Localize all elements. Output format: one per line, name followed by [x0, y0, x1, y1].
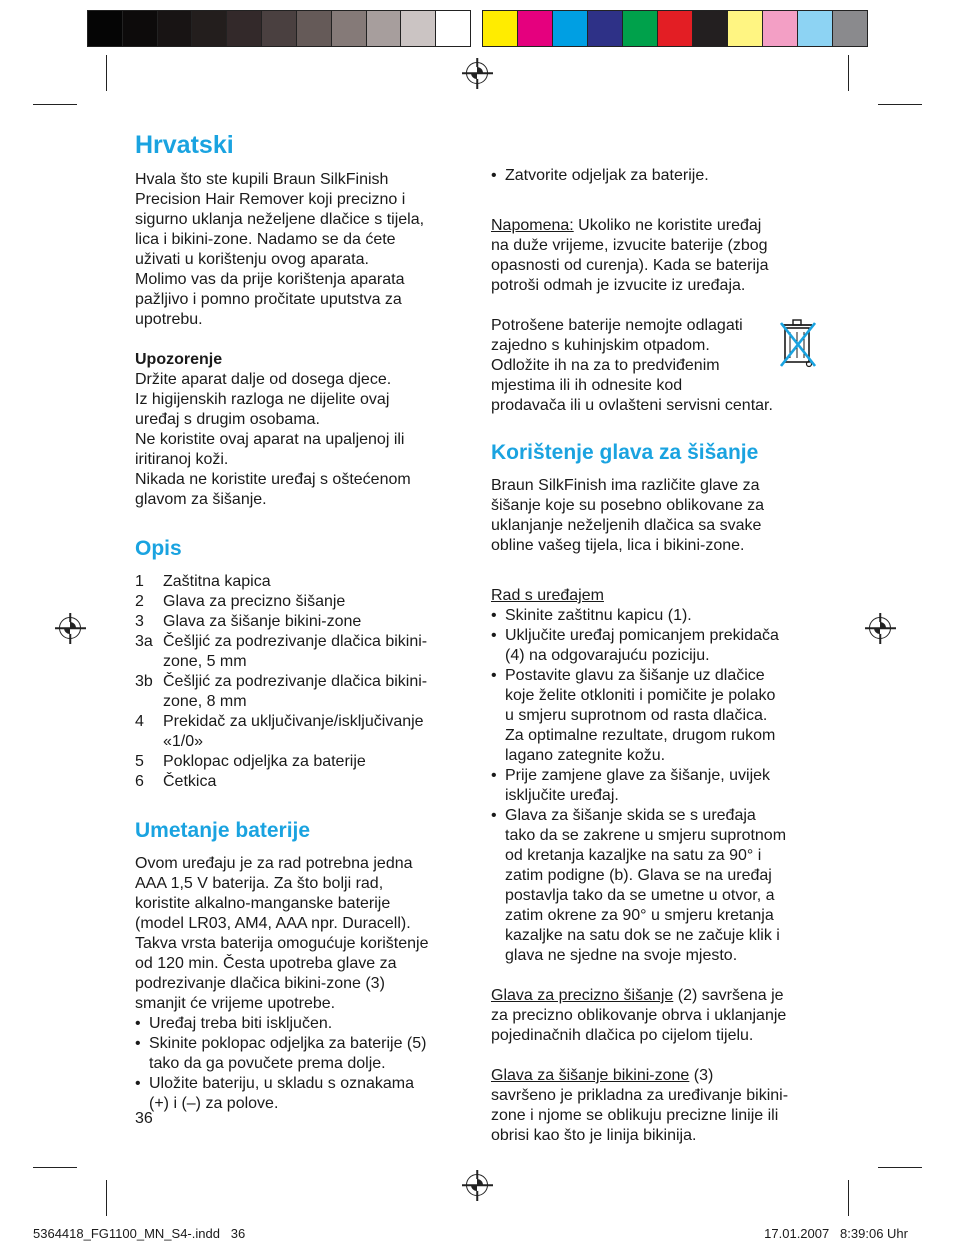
item-text [163, 672, 427, 712]
text-line: na duže vrijeme, izvucite baterije (zbog [491, 237, 768, 254]
text-line: pojedinačnih dlačica po cijelom tijelu. [491, 1027, 754, 1044]
list-item-line: • Uređaj treba biti isključen. [149, 1015, 333, 1032]
list-item-line: tako da se zakrene u smjeru suprotnom [505, 827, 787, 844]
crop-mark [106, 1180, 107, 1216]
text-line: Takva vrsta baterija omogućuje korištenje [135, 935, 429, 952]
list-item [135, 772, 465, 792]
list-item-line: kazaljke na satu dok se ne začuje klik i [505, 927, 780, 944]
text-line: pažljivo i pomno pročitate uputstva za [135, 291, 402, 308]
registration-mark-icon [59, 617, 81, 639]
text-line: podrezivanje dlačica bikini-zone (3) [135, 975, 385, 992]
list-item: • Zatvorite odjeljak za baterije. [491, 166, 826, 186]
item-text [163, 712, 424, 752]
crop-mark [878, 1167, 922, 1168]
crop-mark [33, 104, 77, 105]
list-item [491, 766, 826, 806]
section-title-heads: Korištenje glava za šišanje [491, 441, 759, 464]
close-compartment-step [491, 166, 826, 186]
color-swatch [262, 11, 297, 46]
color-swatch [588, 11, 623, 46]
crossed-out-bin-icon [780, 316, 816, 370]
item-number: 1 [135, 573, 144, 590]
list-item-line: • Prije zamjene glave za šišanje, uvijek [505, 767, 771, 784]
color-swatch [623, 11, 658, 46]
text-line: Precision Hair Remover koji precizno i [135, 191, 406, 208]
bikini-paragraph [491, 1066, 826, 1086]
warning-paragraph [135, 370, 465, 510]
list-item [135, 612, 465, 632]
text-line: koristite alkalno-manganske baterije [135, 895, 391, 912]
work-steps [491, 606, 826, 966]
color-swatch [798, 11, 833, 46]
list-item-line: (4) na odgovarajuću poziciju. [505, 647, 710, 664]
item-text-line: zone, 8 mm [163, 693, 247, 710]
list-item-line: od kretanja kazaljke na satu za 90° i [505, 847, 762, 864]
list-item-line: • Glava za šišanje skida se s uređaja [505, 807, 756, 824]
crop-mark [848, 1180, 849, 1216]
color-swatch [367, 11, 402, 46]
list-item-line: zatim okrene za 90° u smjeru kretanja [505, 907, 774, 924]
page-title: Hrvatski [135, 131, 234, 159]
text-line: Odložite ih na za to predviđenim [491, 357, 720, 374]
registration-mark-icon [869, 617, 891, 639]
section-title-battery: Umetanje baterije [135, 819, 311, 842]
text-line: Ovom uređaju je za rad potrebna jedna [135, 855, 413, 872]
list-item-line: tako da ga povučete prema dolje. [149, 1055, 386, 1072]
item-number: 2 [135, 593, 144, 610]
parts-list [135, 572, 465, 792]
text-line: Potrošene baterije nemojte odlagati [491, 317, 743, 334]
heads-intro-paragraph [491, 476, 826, 556]
item-number: 4 [135, 713, 144, 730]
crop-mark [878, 104, 922, 105]
note-label: Napomena: [491, 217, 574, 234]
text-line: Hvala što ste kupili Braun SilkFinish [135, 171, 389, 188]
note-paragraph [491, 216, 826, 236]
text-line: iritiranoj koži. [135, 451, 229, 468]
text-line: za precizno oblikovanje obrva i uklanjanje [491, 1007, 787, 1024]
item-text [163, 752, 366, 772]
text-line: Ne koristite ovaj aparat na upaljenoj ili [135, 431, 405, 448]
text-line: (model LR03, AM4, AAA npr. Duracell). [135, 915, 411, 932]
color-swatch [518, 11, 553, 46]
registration-mark-icon [466, 1174, 488, 1196]
item-text [163, 572, 271, 592]
item-text [163, 612, 361, 632]
list-item [135, 1074, 465, 1114]
list-item-line: postavlja tako da se umetne u otvor, a [505, 887, 775, 904]
item-text-line: Češljić za podrezivanje dlačica bikini- [163, 673, 428, 690]
color-swatch [401, 11, 436, 46]
list-item [135, 1014, 465, 1034]
text-line: Nikada ne koristite uređaj s oštećenom [135, 471, 411, 488]
item-text-line: zone, 5 mm [163, 653, 247, 670]
list-item [135, 592, 465, 612]
list-item-line: Za optimalne rezultate, drugom rukom [505, 727, 776, 744]
color-swatch [227, 11, 262, 46]
list-item-line: (+) i (–) za polove. [149, 1095, 279, 1112]
list-item [135, 632, 465, 672]
list-item-line: • Postavite glavu za šišanje uz dlačice [505, 667, 765, 684]
text-line: uređaj s drugim osobama. [135, 411, 320, 428]
text-line: šišanje koje su posebno oblikovane za [491, 497, 765, 514]
color-swatch [763, 11, 798, 46]
text-line: Braun SilkFinish ima različite glave za [491, 477, 760, 494]
note-rest [491, 236, 826, 296]
color-swatch [658, 11, 693, 46]
item-text-line: Glava za šišanje bikini-zone [163, 613, 362, 630]
work-label: Rad s uređajem [491, 587, 604, 604]
crop-mark [33, 1167, 77, 1168]
disposal-block [491, 316, 826, 416]
registration-mark-icon [466, 62, 488, 84]
text-line: mjestima ili ih odnesite kod [491, 377, 683, 394]
list-item-line: isključite uređaj. [505, 787, 619, 804]
intro-paragraph [135, 170, 465, 330]
bikini-rest [491, 1086, 826, 1146]
color-swatch [88, 11, 123, 46]
list-item [491, 606, 826, 626]
battery-steps [135, 1014, 465, 1114]
text-line: Držite aparat dalje od dosega djece. [135, 371, 392, 388]
precision-rest [491, 1006, 826, 1046]
list-item-line: • Uključite uređaj pomicanjem prekidača [505, 627, 779, 644]
list-item-line: glava ne sjedne na svoje mjesto. [505, 947, 738, 964]
item-text [163, 592, 345, 612]
list-item-line: zatim podigne (b). Glava se na uređaj [505, 867, 772, 884]
list-item-line: • Skinite zaštitnu kapicu (1). [505, 607, 692, 624]
text-line: potroši odmah je izvucite iz uređaja. [491, 277, 746, 294]
text-line: glavom za šišanje. [135, 491, 267, 508]
item-number: 5 [135, 753, 144, 770]
precision-paragraph [491, 986, 826, 1006]
text-line: upotrebu. [135, 311, 203, 328]
color-swatch [332, 11, 367, 46]
list-item [135, 1034, 465, 1074]
grayscale-calibration-bar [87, 10, 471, 47]
text-line: AAA 1,5 V baterija. Za što bolji rad, [135, 875, 384, 892]
note-first-line: Ukoliko ne koristite uređaj [573, 217, 762, 234]
warning-title: Upozorenje [135, 351, 223, 368]
text-line: zajedno s kuhinjskim otpadom. [491, 337, 710, 354]
item-text-line: Glava za precizno šišanje [163, 593, 346, 610]
item-number: 6 [135, 773, 144, 790]
text-line: lica i bikini-zone. Nadamo se da ćete [135, 231, 396, 248]
color-swatch [693, 11, 728, 46]
item-text-line: Prekidač za uključivanje/isključivanje [163, 713, 424, 730]
list-item [491, 666, 826, 766]
list-item [135, 712, 465, 752]
color-swatch [553, 11, 588, 46]
color-swatch [192, 11, 227, 46]
item-text-line: Poklopac odjeljka za baterije [163, 753, 366, 770]
text-line: od 120 min. Česta upotreba glave za [135, 955, 397, 972]
item-text-line: Zaštitna kapica [163, 573, 271, 590]
color-calibration-bar [482, 10, 868, 47]
bikini-label: Glava za šišanje bikini-zone [491, 1067, 690, 1084]
item-text-line: Češljić za podrezivanje dlačica bikini- [163, 633, 428, 650]
item-number: 3a [135, 633, 153, 650]
text-line: zone i njome se oblikuju precizne linije ili [491, 1107, 779, 1124]
color-swatch [297, 11, 332, 46]
right-column [491, 166, 826, 1146]
list-item-line: lagano zategnite kožu. [505, 747, 666, 764]
item-number: 3 [135, 613, 144, 630]
footer-timestamp: 17.01.2007 8:39:06 Uhr [764, 1226, 908, 1241]
color-swatch [158, 11, 193, 46]
item-text [163, 632, 427, 672]
item-text-line: «1/0» [163, 733, 204, 750]
color-swatch [123, 11, 158, 46]
crop-mark [848, 55, 849, 91]
text-line: obline vašeg tijela, lica i bikini-zone. [491, 537, 745, 554]
battery-paragraph [135, 854, 465, 1014]
precision-label: Glava za precizno šišanje [491, 987, 674, 1004]
text-line: savršeno je prikladna za uređivanje bikini- [491, 1087, 789, 1104]
footer-file-info: 5364418_FG1100_MN_S4-.indd 36 [33, 1226, 246, 1241]
left-column [135, 130, 465, 1114]
disposal-paragraph [491, 316, 826, 416]
color-swatch [833, 11, 867, 46]
crop-mark [106, 55, 107, 91]
color-swatch [728, 11, 763, 46]
item-number: 3b [135, 673, 153, 690]
text-line: Molimo vas da prije korištenja aparata [135, 271, 405, 288]
item-text [163, 772, 216, 792]
section-title-opis: Opis [135, 537, 182, 560]
list-item-line: • Uložite bateriju, u skladu s oznakama [149, 1075, 415, 1092]
color-swatch [483, 11, 518, 46]
bikini-first-line: (3) [689, 1067, 714, 1084]
text-line: smanjit će vrijeme upotrebe. [135, 995, 336, 1012]
color-swatch [436, 11, 470, 46]
text-line: opasnosti od curenja). Kada se baterija [491, 257, 769, 274]
text-line: obrisi kao što je linija bikinija. [491, 1127, 697, 1144]
text-line: sigurno uklanja neželjene dlačice s tijela, [135, 211, 425, 228]
list-item-line: koje želite otkloniti i pomičite je polako [505, 687, 776, 704]
list-item [491, 806, 826, 966]
list-item [491, 626, 826, 666]
list-item-line: • Skinite poklopac odjeljka za baterije (5) [149, 1035, 427, 1052]
text-line: prodavača ili u ovlašteni servisni centar. [491, 397, 773, 414]
list-item [135, 752, 465, 772]
list-item [135, 572, 465, 592]
page-number: 36 [135, 1110, 153, 1127]
text-line: Iz higijenskih razloga ne dijelite ovaj [135, 391, 390, 408]
list-item-line: u smjeru suprotnom od rasta dlačica. [505, 707, 768, 724]
item-text-line: Četkica [163, 773, 217, 790]
text-line: uživati u korištenju ovog aparata. [135, 251, 369, 268]
precision-first-line: (2) savršena je [673, 987, 784, 1004]
list-item [135, 672, 465, 712]
text-line: uklanjanje neželjenih dlačica sa svake [491, 517, 762, 534]
